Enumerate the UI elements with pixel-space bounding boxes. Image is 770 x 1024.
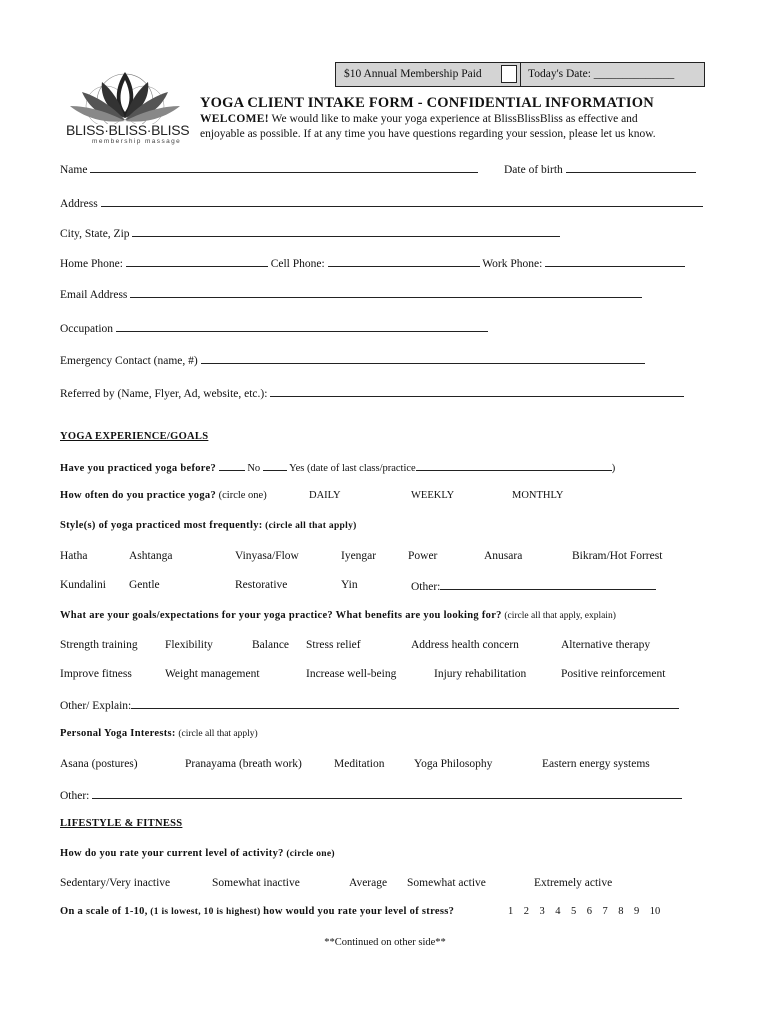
- other-explain-row: [60, 698, 679, 712]
- interests-note: (circle all that apply): [178, 729, 258, 739]
- often-monthly[interactable]: MONTHLY: [512, 490, 564, 501]
- dob-row: [504, 162, 696, 176]
- styles-circle-note: (circle all that apply): [265, 521, 357, 531]
- goals-question: What are your goals/expectations for your yoga practice? What benefits are you looking for?: [60, 610, 502, 621]
- goal-weight-management[interactable]: Weight management: [165, 668, 260, 680]
- interests-other-row: [60, 788, 682, 802]
- email-row: [60, 287, 642, 301]
- activity-extremely-active[interactable]: Extremely active: [534, 877, 613, 889]
- todays-date-field[interactable]: Today's Date: ______________: [528, 68, 675, 80]
- stress-3[interactable]: 3: [539, 906, 545, 917]
- often-daily[interactable]: DAILY: [309, 490, 341, 501]
- often-circle-note: (circle one): [218, 490, 267, 501]
- form-title: YOGA CLIENT INTAKE FORM - CONFIDENTIAL INFORMATION: [200, 95, 654, 111]
- emergency-row: [60, 353, 645, 367]
- style-bikram-forrest[interactable]: Bikram/Hot Forrest: [572, 550, 663, 562]
- activity-somewhat-inactive[interactable]: Somewhat inactive: [212, 877, 300, 889]
- practiced-row: [60, 460, 615, 474]
- work-phone-field[interactable]: [545, 256, 685, 267]
- address-row: [60, 196, 703, 210]
- goal-alternative-therapy[interactable]: Alternative therapy: [561, 639, 651, 651]
- stress-note: (1 is lowest, 10 is highest): [150, 907, 261, 917]
- continued-note: **Continued on other side**: [324, 937, 446, 948]
- interests-other-field[interactable]: [92, 788, 682, 799]
- name-label: Name: [60, 164, 88, 176]
- other-explain-label: Other/ Explain:: [60, 700, 132, 712]
- goal-injury-rehab[interactable]: Injury rehabilitation: [434, 668, 527, 680]
- often-question: How often do you practice yoga?: [60, 490, 216, 501]
- style-other-row: [411, 579, 656, 593]
- membership-header-box: [335, 62, 705, 87]
- goal-stress-relief[interactable]: Stress relief: [306, 639, 361, 651]
- style-hatha[interactable]: Hatha: [60, 550, 88, 562]
- interests-row: [60, 728, 258, 739]
- welcome-text-1: We would like to make your yoga experience at BlissBlissBliss as effective and: [271, 113, 638, 125]
- cell-phone-label: Cell Phone:: [270, 258, 325, 270]
- practiced-question: Have you practiced yoga before?: [60, 463, 217, 474]
- logo-tagline: membership massage: [92, 138, 182, 145]
- home-phone-field[interactable]: [126, 256, 268, 267]
- lifestyle-section-heading: LIFESTYLE & FITNESS: [60, 818, 183, 829]
- goal-flexibility[interactable]: Flexibility: [165, 639, 213, 651]
- header-divider: [520, 63, 521, 86]
- welcome-bold: WELCOME!: [200, 113, 269, 125]
- goal-improve-fitness[interactable]: Improve fitness: [60, 668, 132, 680]
- often-weekly[interactable]: WEEKLY: [411, 490, 455, 501]
- occupation-field[interactable]: [116, 321, 488, 332]
- stress-10[interactable]: 10: [649, 906, 661, 917]
- welcome-line-1: [200, 113, 638, 125]
- style-ashtanga[interactable]: Ashtanga: [129, 550, 173, 562]
- stress-9[interactable]: 9: [634, 906, 640, 917]
- stress-row: [60, 906, 454, 917]
- style-vinyasa[interactable]: Vinyasa/Flow: [235, 550, 299, 562]
- activity-sedentary[interactable]: Sedentary/Very inactive: [60, 877, 171, 889]
- stress-8[interactable]: 8: [618, 906, 624, 917]
- phone-row: [60, 256, 685, 270]
- address-field[interactable]: [101, 196, 703, 207]
- email-field[interactable]: [130, 287, 642, 298]
- often-row: [60, 490, 267, 501]
- address-label: Address: [60, 198, 98, 210]
- email-label: Email Address: [60, 289, 128, 301]
- practiced-no-label: No: [247, 463, 261, 474]
- welcome-text-2: enjoyable as possible. If at any time you have questions regarding your session, please let us know.: [200, 128, 656, 140]
- stress-question-2: how would you rate your level of stress?: [263, 906, 455, 917]
- stress-4[interactable]: 4: [555, 906, 561, 917]
- activity-question: How do you rate your current level of activity?: [60, 848, 284, 859]
- last-class-field[interactable]: [416, 460, 612, 471]
- referred-field[interactable]: [270, 386, 684, 397]
- activity-circle-note: (circle one): [286, 849, 335, 859]
- practiced-yes-label: Yes (date of last class/practice: [289, 463, 416, 474]
- referred-label: Referred by (Name, Flyer, Ad, website, etc.):: [60, 388, 268, 400]
- interest-asana[interactable]: Asana (postures): [60, 758, 138, 770]
- interest-meditation[interactable]: Meditation: [334, 758, 385, 770]
- stress-scale: [508, 906, 660, 917]
- activity-somewhat-active[interactable]: Somewhat active: [407, 877, 486, 889]
- styles-question: Style(s) of yoga practiced most frequently:: [60, 520, 263, 531]
- dob-field[interactable]: [566, 162, 696, 173]
- style-anusara[interactable]: Anusara: [484, 550, 523, 562]
- goal-health-concern[interactable]: Address health concern: [411, 639, 519, 651]
- city-label: City, State, Zip: [60, 228, 130, 240]
- occupation-label: Occupation: [60, 323, 114, 335]
- home-phone-label: Home Phone:: [60, 258, 123, 270]
- style-iyengar[interactable]: Iyengar: [341, 550, 377, 562]
- lotus-icon: [62, 66, 188, 124]
- style-yin[interactable]: Yin: [341, 579, 358, 591]
- referred-row: [60, 386, 684, 400]
- stress-question-1: On a scale of 1-10,: [60, 906, 148, 917]
- activity-row: [60, 848, 335, 859]
- goal-positive-reinforcement[interactable]: Positive reinforcement: [561, 668, 666, 680]
- stress-7[interactable]: 7: [602, 906, 608, 917]
- goal-well-being[interactable]: Increase well-being: [306, 668, 397, 680]
- membership-paid-label: $10 Annual Membership Paid: [344, 68, 482, 80]
- emergency-label: Emergency Contact (name, #): [60, 355, 198, 367]
- city-row: [60, 226, 560, 240]
- practiced-close: ): [611, 463, 616, 474]
- yoga-section-heading: YOGA EXPERIENCE/GOALS: [60, 431, 209, 442]
- style-gentle[interactable]: Gentle: [129, 579, 160, 591]
- stress-5[interactable]: 5: [571, 906, 577, 917]
- stress-6[interactable]: 6: [586, 906, 592, 917]
- practiced-no-field[interactable]: [219, 460, 245, 471]
- goal-strength[interactable]: Strength training: [60, 639, 138, 651]
- practiced-yes-field[interactable]: [263, 460, 287, 471]
- style-power[interactable]: Power: [408, 550, 438, 562]
- style-other-field[interactable]: [440, 579, 656, 590]
- logo-name: BLISS·BLISS·BLISS: [66, 122, 190, 138]
- styles-row: [60, 520, 357, 531]
- cell-phone-field[interactable]: [328, 256, 480, 267]
- style-other-label: Other:: [411, 581, 441, 593]
- style-kundalini[interactable]: Kundalini: [60, 579, 106, 591]
- dob-label: Date of birth: [504, 164, 563, 176]
- membership-paid-checkbox[interactable]: [501, 65, 517, 83]
- city-field[interactable]: [132, 226, 560, 237]
- occupation-row: [60, 321, 488, 335]
- other-explain-field[interactable]: [131, 698, 679, 709]
- goals-row: [60, 610, 616, 621]
- stress-1[interactable]: 1: [508, 906, 514, 917]
- goals-note: (circle all that apply, explain): [504, 611, 616, 621]
- name-field[interactable]: [90, 162, 478, 173]
- logo: [62, 66, 188, 146]
- activity-average[interactable]: Average: [349, 877, 388, 889]
- name-row: [60, 162, 478, 176]
- work-phone-label: Work Phone:: [482, 258, 543, 270]
- style-restorative[interactable]: Restorative: [235, 579, 288, 591]
- interest-pranayama[interactable]: Pranayama (breath work): [185, 758, 302, 770]
- interest-energy-systems[interactable]: Eastern energy systems: [542, 758, 650, 770]
- emergency-field[interactable]: [201, 353, 645, 364]
- interest-philosophy[interactable]: Yoga Philosophy: [414, 758, 493, 770]
- interests-question: Personal Yoga Interests:: [60, 728, 176, 739]
- interests-other-label: Other:: [60, 790, 90, 802]
- stress-2[interactable]: 2: [523, 906, 529, 917]
- goal-balance[interactable]: Balance: [252, 639, 290, 651]
